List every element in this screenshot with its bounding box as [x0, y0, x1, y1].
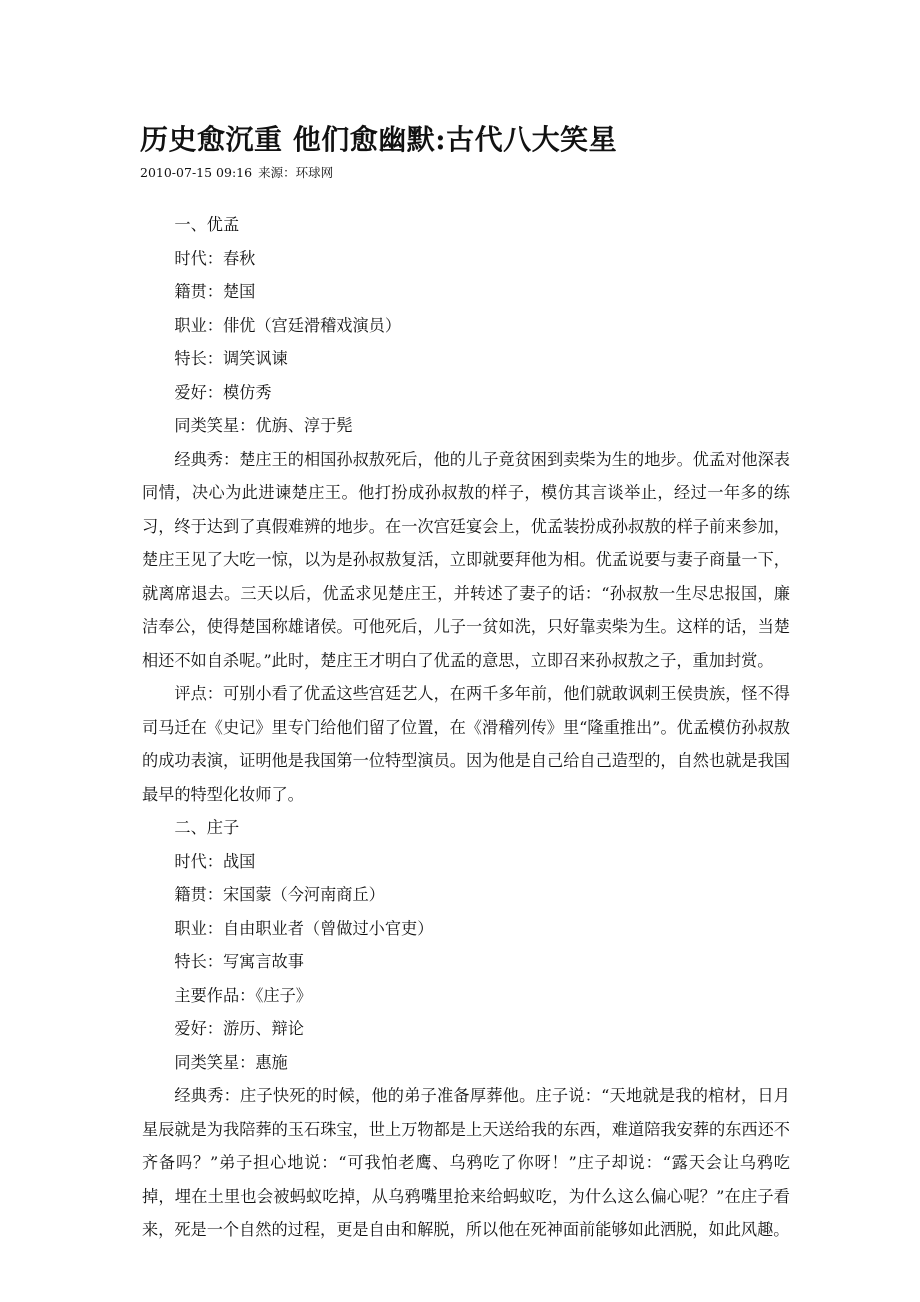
- publish-date: 2010-07-15 09:16: [140, 165, 253, 180]
- field-occupation: 职业：俳优（宫廷滑稽戏演员）: [174, 315, 402, 335]
- field-hobby: 爱好：游历、辩论: [174, 1019, 304, 1038]
- field-origin: 籍贯：楚国: [174, 282, 256, 301]
- field-occupation: 职业：自由职业者（曾做过小官吏）: [174, 918, 434, 938]
- article-source: 来源：环球网: [258, 165, 334, 180]
- paragraph-classic: 经典秀：庄子快死的时候，他的弟子准备厚葬他。庄子说：“天地就是我的棺材，日月星辰就是为我陪葬的玉石珠宝，世上万物都是上天送给我的东西，难道陪我安葬的东西还不齐备吗？”弟子担心地说：“可我怕老鹰、乌鸦吃了你呀！”庄子却说：“露天会让乌鸦吃掉，埋在土里也会被蚂蚁吃掉，从乌鸦嘴里抢来给蚂蚁吃，为什么这么偏心呢？”在庄子看来，死是一个自然的过程，更是自由和解脱，所以他在死神面前能够如此洒脱，如此风趣。: [142, 1086, 790, 1239]
- field-origin: 籍贯：宋国蒙（今河南商丘）: [174, 885, 385, 904]
- field-era: 时代：春秋: [174, 248, 256, 268]
- section-heading: 一、优孟: [174, 215, 240, 234]
- paragraph-classic: 经典秀：楚庄王的相国孙叔敖死后，他的儿子竟贫困到卖柴为生的地步。优孟对他深表同情，决心为此进谏楚庄王。他打扮成孙叔敖的样子，模仿其言谈举止，经过一年多的练习，终于达到了真假难辨的地步。在一次宫廷宴会上，优孟装扮成孙叔敖的样子前来参加，楚庄王见了大吃一惊，以为是孙叔敖复活，立即就要拜他为相。优孟说要与妻子商量一下，就离席退去。三天以后，优孟求见楚庄王，并转述了妻子的话：“孙叔敖一生尽忠报国，廉洁奉公，使得楚国称雄诸侯。可他死后，儿子一贫如洗，只好靠卖柴为生。这样的话，当楚相还不如自杀呢。”此时，楚庄王才明白了优孟的意思，立即召来孙叔敖之子，重加封赏。: [142, 449, 790, 670]
- field-specialty: 特长：调笑讽谏: [174, 349, 288, 368]
- field-hobby: 爱好：模仿秀: [174, 382, 272, 402]
- field-works: 主要作品：《庄子》: [174, 985, 312, 1005]
- field-era: 时代：战国: [174, 851, 256, 871]
- field-similar: 同类笑星：惠施: [174, 1052, 288, 1072]
- field-specialty: 特长：写寓言故事: [174, 952, 304, 971]
- article-meta: [140, 163, 339, 181]
- field-similar: 同类笑星：优旃、淳于髡: [174, 416, 353, 435]
- section-heading: 二、庄子: [174, 818, 240, 837]
- article-body: [142, 208, 790, 1247]
- paragraph-comment: 评点：可别小看了优孟这些宫廷艺人，在两千多年前，他们就敢讽刺王侯贵族，怪不得司马迁在《史记》里专门给他们留了位置，在《滑稽列传》里“隆重推出”。优孟模仿孙叔敖的成功表演，证明他是我国第一位特型演员。因为他是自己给自己造型的，自然也就是我国最早的特型化妆师了。: [142, 684, 790, 804]
- article-title: 历史愈沉重 他们愈幽默:古代八大笑星: [140, 123, 618, 156]
